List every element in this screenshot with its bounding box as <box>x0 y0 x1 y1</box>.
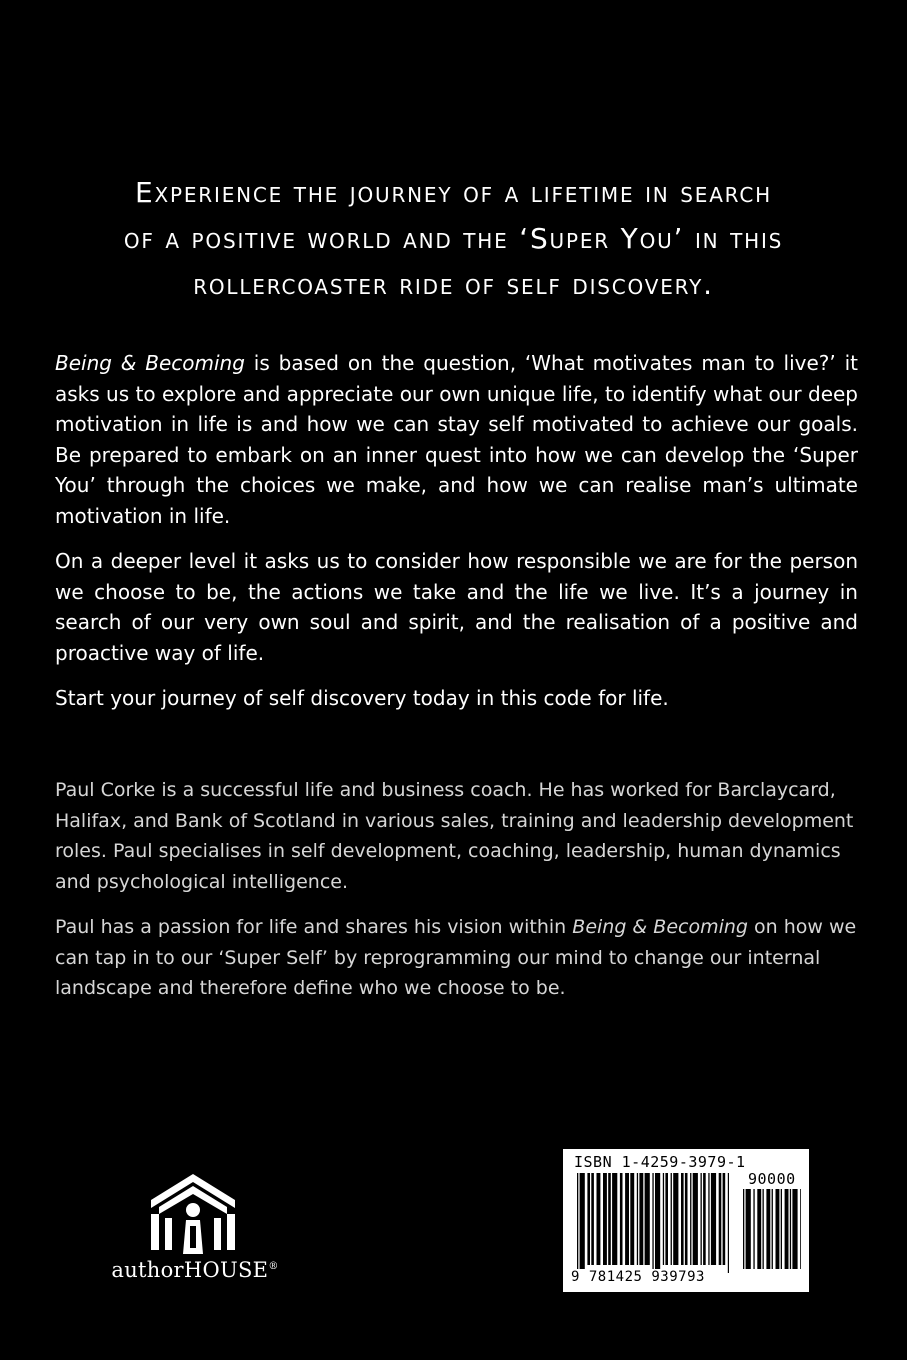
tagline-line-1: Experience the journey of a lifetime in search <box>135 176 772 209</box>
barcode-bar <box>781 1189 782 1269</box>
blurb-paragraph-1-text: is based on the question, ‘What motivates man to live?’ it asks us to explore and appreciate our own unique life, to identify what our deep motivation in life is and how we can stay self motivated to achieve our goals. Be prepared to embark on an inner quest into how we can develop the ‘Super You’ through the choices we make, and how we can realise man’s ultimate motivation in life. <box>55 351 859 528</box>
isbn-label: ISBN 1-4259-3979-1 <box>574 1153 746 1171</box>
barcode-bar <box>612 1173 617 1265</box>
barcode-bar <box>703 1173 706 1265</box>
barcode-bar <box>766 1189 770 1269</box>
barcode-bar <box>753 1189 754 1269</box>
author-paragraph-2 <box>55 912 858 1004</box>
barcode-bar <box>800 1189 801 1269</box>
barcode-bar <box>693 1173 698 1265</box>
isbn-barcode <box>563 1149 809 1292</box>
barcode-bar <box>630 1173 634 1265</box>
author-book-title-italic: Being & Becoming <box>572 916 748 938</box>
barcode-bar <box>685 1173 688 1265</box>
barcode-bar <box>591 1173 594 1265</box>
author-paragraph-2-start: Paul has a passion for life and shares his vision within <box>55 916 573 938</box>
barcode-bar <box>708 1173 709 1265</box>
blurb-paragraph-2: On a deeper level it asks us to consider how responsible we are for the person we choose to be, the actions we take and the life we live. It’s a journey in search of our very own soul and spirit, and the realisation of a positive and proactive way of life. <box>55 549 858 665</box>
author-bio <box>55 775 858 1019</box>
barcode-bar <box>719 1173 722 1265</box>
author-paragraph-2-end: on how we can tap in to our ‘Super Self’ by reprogramming our mind to change our internal landscape and therefore define who we choose to be. <box>55 916 857 999</box>
ean-number: 9 781425 939793 <box>571 1269 705 1285</box>
barcode-bar <box>645 1173 650 1265</box>
publisher-name: authorHOUSE <box>111 1258 269 1282</box>
barcode-bar <box>757 1189 761 1269</box>
barcode-bar <box>608 1173 611 1265</box>
barcode-bar <box>603 1173 607 1265</box>
barcode-bar <box>597 1173 601 1265</box>
publisher-logo <box>110 1170 280 1285</box>
barcode-bar <box>790 1189 791 1269</box>
barcode-bar <box>663 1173 664 1265</box>
authorhouse-logo-icon <box>143 1170 243 1258</box>
barcode-bar <box>746 1189 751 1269</box>
barcode-bar <box>625 1173 629 1265</box>
blurb-paragraph-1 <box>55 348 858 531</box>
book-blurb <box>55 348 858 729</box>
barcode-bar <box>639 1173 643 1265</box>
barcode-bar <box>743 1189 744 1269</box>
barcode-bar <box>577 1173 578 1273</box>
tagline-line-2: of a positive world and the ‘Super You’ in this <box>123 222 784 255</box>
barcode-bar <box>701 1173 702 1265</box>
barcode-bar <box>673 1173 678 1265</box>
barcode-bar <box>681 1173 684 1265</box>
tagline-line-3: rollercoaster ride of self discovery. <box>193 268 714 301</box>
barcode-bar <box>580 1173 585 1273</box>
barcode-bar <box>620 1173 623 1265</box>
barcode-bar <box>763 1189 764 1269</box>
publisher-wordmark <box>110 1258 280 1282</box>
barcode-bar <box>587 1173 590 1265</box>
barcode-bar <box>655 1173 660 1273</box>
barcode-bar <box>792 1189 797 1269</box>
barcode-bar <box>711 1173 716 1265</box>
tagline <box>40 170 867 308</box>
registered-mark: ® <box>268 1261 279 1272</box>
book-title-italic: Being & Becoming <box>55 351 245 375</box>
barcode-bar <box>652 1173 653 1273</box>
barcode-bar <box>690 1173 691 1265</box>
barcode-bar <box>728 1173 729 1273</box>
barcode-bar <box>723 1173 726 1265</box>
barcode-bar <box>665 1173 668 1265</box>
barcode-bar <box>671 1173 672 1265</box>
barcode-bar <box>637 1173 638 1265</box>
barcode-bar <box>785 1189 789 1269</box>
price-code: 90000 <box>748 1170 796 1188</box>
barcode-bar <box>776 1189 780 1269</box>
blurb-paragraph-3: Start your journey of self discovery today in this code for life. <box>55 686 669 710</box>
barcode-bar <box>772 1189 773 1269</box>
author-paragraph-1: Paul Corke is a successful life and business coach. He has worked for Barclaycard, Halifax, and Bank of Scotland in various sales, training and leadership development roles. Paul specialises in self development, coaching, leadership, human dynamics and psychological intelligence. <box>55 779 854 893</box>
